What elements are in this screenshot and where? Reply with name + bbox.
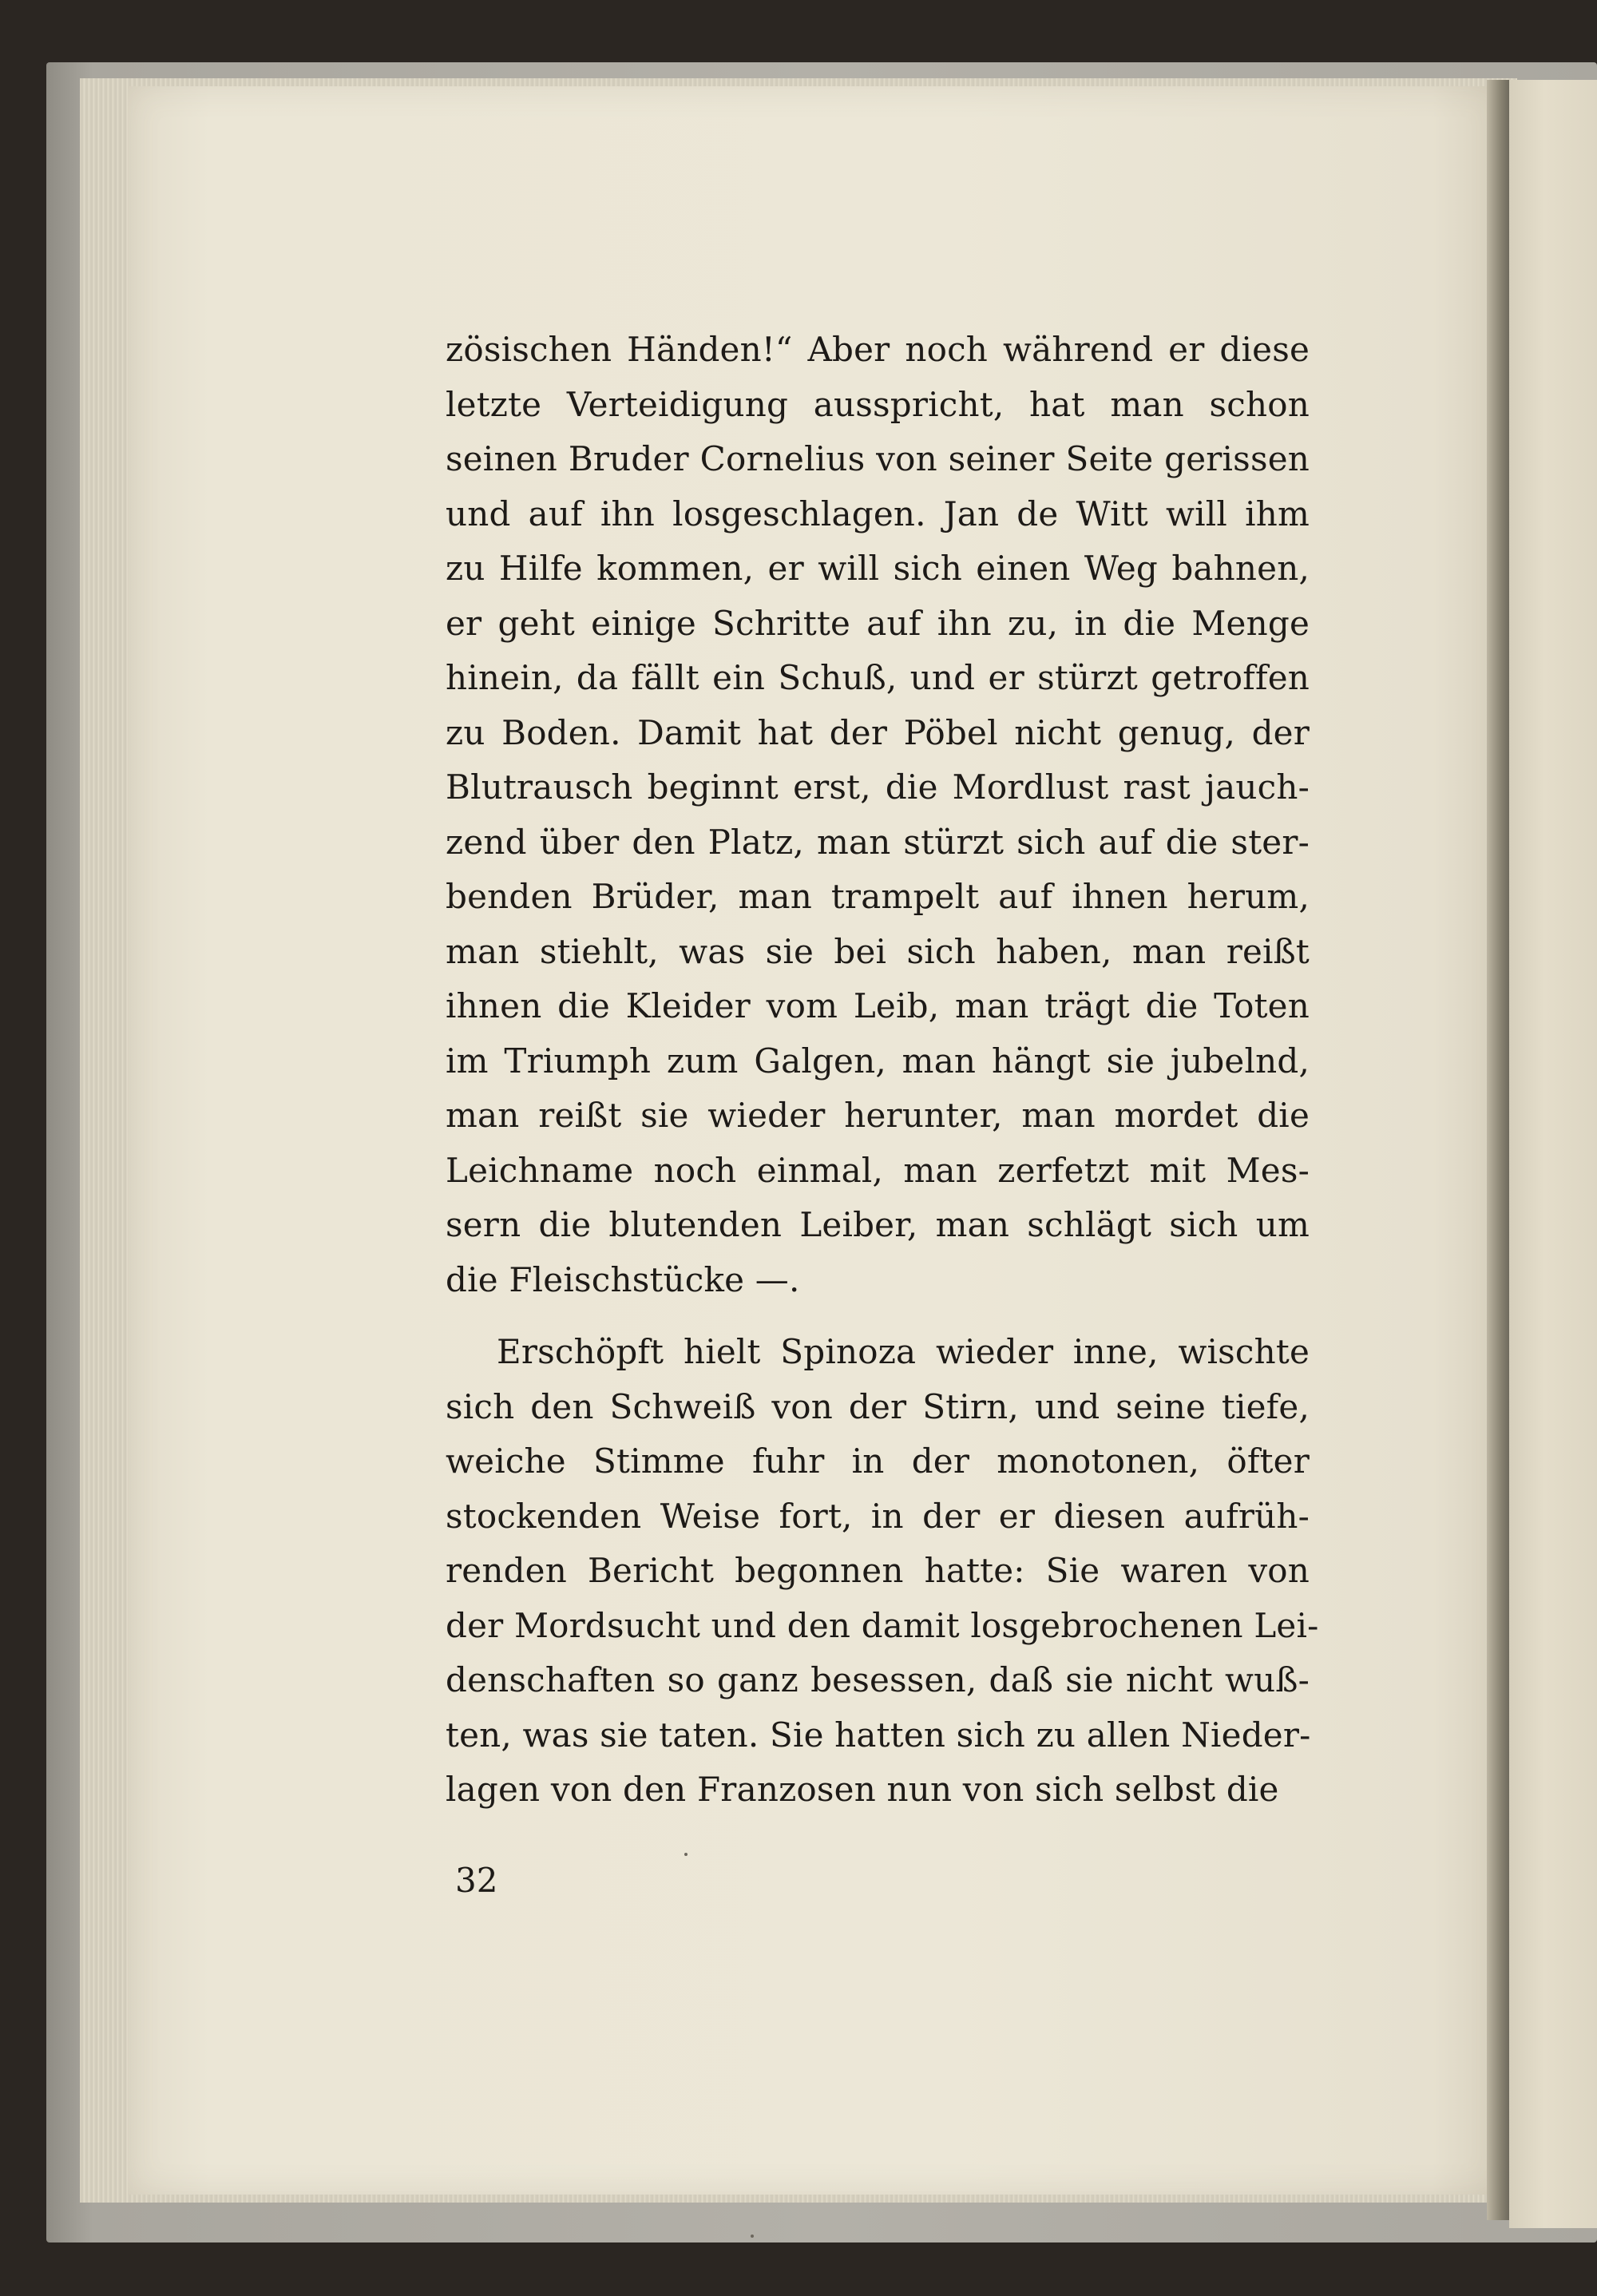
paragraph <box>446 323 1310 1307</box>
text-line: stockenden Weise fort, in der er diesen aufrüh- <box>446 1496 1310 1536</box>
text-line: Blutrausch beginnt erst, die Mordlust rast jauch- <box>446 767 1310 807</box>
text-line: benden Brüder, man trampelt auf ihnen herum, <box>446 877 1310 916</box>
text-line: sich den Schweiß von der Stirn, und seine tiefe, <box>446 1386 1310 1426</box>
text-line: Erschöpft hielt Spinoza wieder inne, wischte <box>497 1332 1310 1371</box>
text-line: lagen von den Franzosen nun von sich selbst die <box>446 1770 1279 1809</box>
text-line: Leichname noch einmal, man zerfetzt mit Mes- <box>446 1150 1310 1190</box>
text-line: weiche Stimme fuhr in der monotonen, öfter <box>446 1441 1310 1481</box>
book-gutter <box>1487 80 1509 2220</box>
text-line: und auf ihn losgeschlagen. Jan de Witt will ihm <box>446 494 1310 533</box>
body-text <box>446 323 1319 1818</box>
text-line: zend über den Platz, man stürzt sich auf die ster- <box>446 822 1310 862</box>
paragraph-gap <box>446 1307 1310 1325</box>
text-line: seinen Bruder Cornelius von seiner Seite gerissen <box>446 439 1310 478</box>
text-line: man stiehlt, was sie bei sich haben, man reißt <box>446 931 1310 971</box>
text-line: die Fleischstücke —. <box>446 1259 800 1299</box>
paper-speck <box>684 1853 688 1856</box>
text-line: man reißt sie wieder herunter, man mordet die <box>446 1096 1310 1135</box>
text-line: der Mordsucht und den damit losgebrochenen Lei- <box>446 1605 1319 1645</box>
text-line: hinein, da fällt ein Schuß, und er stürzt getroffen <box>446 658 1310 697</box>
text-line: zu Hilfe kommen, er will sich einen Weg bahnen, <box>446 549 1310 588</box>
text-line: sern die blutenden Leiber, man schlägt sich um <box>446 1205 1310 1244</box>
paragraph <box>446 1325 1319 1818</box>
paper-speck <box>751 2235 754 2238</box>
page-number: 32 <box>455 1861 498 1900</box>
text-line: zösischen Händen!“ Aber noch während er diese <box>446 330 1310 369</box>
text-line: ten, was sie taten. Sie hatten sich zu allen Nieder- <box>446 1715 1311 1755</box>
text-line: denschaften so ganz besessen, daß sie nicht wuß- <box>446 1660 1310 1699</box>
text-line: letzte Verteidigung ausspricht, hat man schon <box>446 384 1310 424</box>
text-line: zu Boden. Damit hat der Pöbel nicht genug, der <box>446 712 1310 752</box>
facing-page-edge <box>1509 80 1597 2228</box>
text-line: ihnen die Kleider vom Leib, man trägt die Toten <box>446 986 1310 1025</box>
text-line: renden Bericht begonnen hatte: Sie waren von <box>446 1551 1310 1590</box>
text-line: im Triumph zum Galgen, man hängt sie jubelnd, <box>446 1041 1310 1081</box>
text-line: er geht einige Schritte auf ihn zu, in die Menge <box>446 603 1310 643</box>
